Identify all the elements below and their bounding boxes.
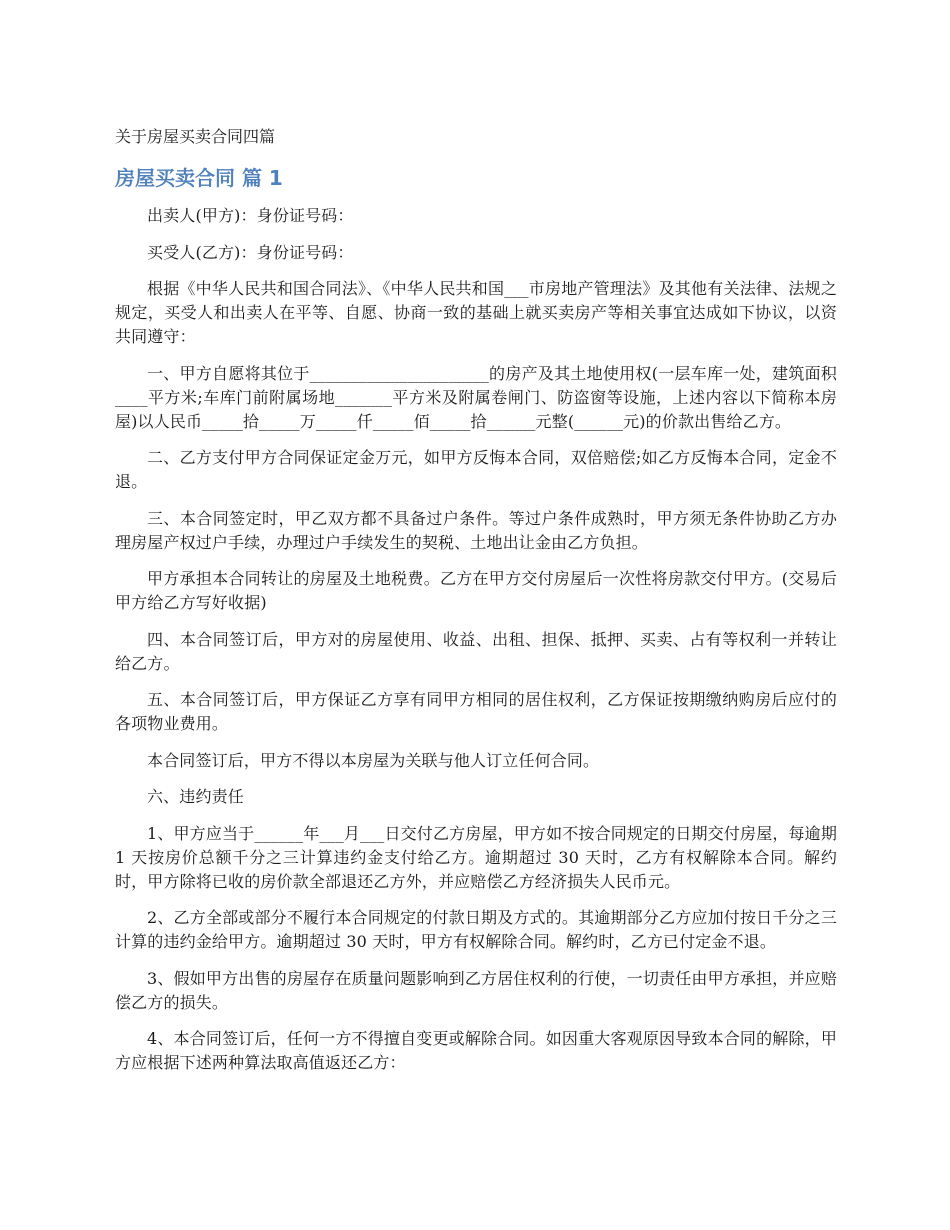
paragraph-clause-4: 四、本合同签订后，甲方对的房屋使用、收益、出租、担保、抵押、买卖、占有等权利一并转让给乙方。 [115,629,837,673]
paragraph-no-other-contracts: 本合同签订后，甲方不得以本房屋为关联与他人订立任何合同。 [147,750,600,770]
paragraph-liability-2: 2、乙方全部或部分不履行本合同规定的付款日期及方式的。其逾期部分乙方应加付按日千分之三计算的违约金给甲方。逾期超过 30 天时，甲方有权解除合同。解约时，乙方已付定金不退。 [115,908,837,951]
paragraph-clause-5: 五、本合同签订后，甲方保证乙方享有同甲方相同的居住权利，乙方保证按期缴纳购房后应付的各项物业费用。 [115,690,837,733]
paragraph-clause-2: 二、乙方支付甲方合同保证定金万元，如甲方反悔本合同，双倍赔偿;如乙方反悔本合同，定金不退。 [115,448,837,491]
document-title: 关于房屋买卖合同四篇 [115,127,276,146]
paragraph-preamble: 根据《中华人民共和国合同法》、《中华人民共和国___市房地产管理法》及其他有关法律、法规之规定，买受人和出卖人在平等、自愿、协商一致的基础上就买卖房产等相关事宜达成如下协议，以资共同遵守： [115,279,837,346]
paragraph-clause-1: 一、甲方自愿将其位于______________________的房产及其土地使用权(一层车库一处，建筑面积____平方米;车库门前附属场地_______平方米及附属卷闸门、防盗窗等设施，上述内容以下简称本房屋)以人民币_____拾_____万_____仟_____佰_____拾______元整(______元)的价款出售给乙方。 [115,363,837,431]
section-heading: 房屋买卖合同 篇 1 [115,166,283,190]
paragraph-liability-4: 4、本合同签订后，任何一方不得擅自变更或解除合同。如因重大客观原因导致本合同的解除，甲方应根据下述两种算法取高值返还乙方： [115,1029,837,1072]
paragraph-taxes: 甲方承担本合同转让的房屋及土地税费。乙方在甲方交付房屋后一次性将房款交付甲方。(交易后甲方给乙方写好收据) [115,569,837,612]
paragraph-liability-1: 1、甲方应当于______年___月___日交付乙方房屋，甲方如不按合同规定的日期交付房屋，每逾期 1 天按房价总额千分之三计算违约金支付给乙方。逾期超过 30 天时，乙方有权解除本合同。解约时，甲方除将已收的房价款全部退还乙方外，并应赔偿乙方经济损失人民币元。 [115,823,837,891]
document-body [115,204,837,1088]
paragraph-clause-3: 三、本合同签定时，甲乙双方都不具备过户条件。等过户条件成熟时，甲方须无条件协助乙方办理房屋产权过户手续，办理过户手续发生的契税、土地出让金由乙方负担。 [115,508,837,552]
paragraph-clause-6-heading: 六、违约责任 [147,787,244,806]
paragraph-seller: 出卖人(甲方)：身份证号码： [147,206,354,225]
paragraph-liability-3: 3、假如甲方出售的房屋存在质量问题影响到乙方居住权利的行使，一切责任由甲方承担，并应赔偿乙方的损失。 [115,968,837,1012]
paragraph-buyer: 买受人(乙方)：身份证号码： [147,242,354,262]
